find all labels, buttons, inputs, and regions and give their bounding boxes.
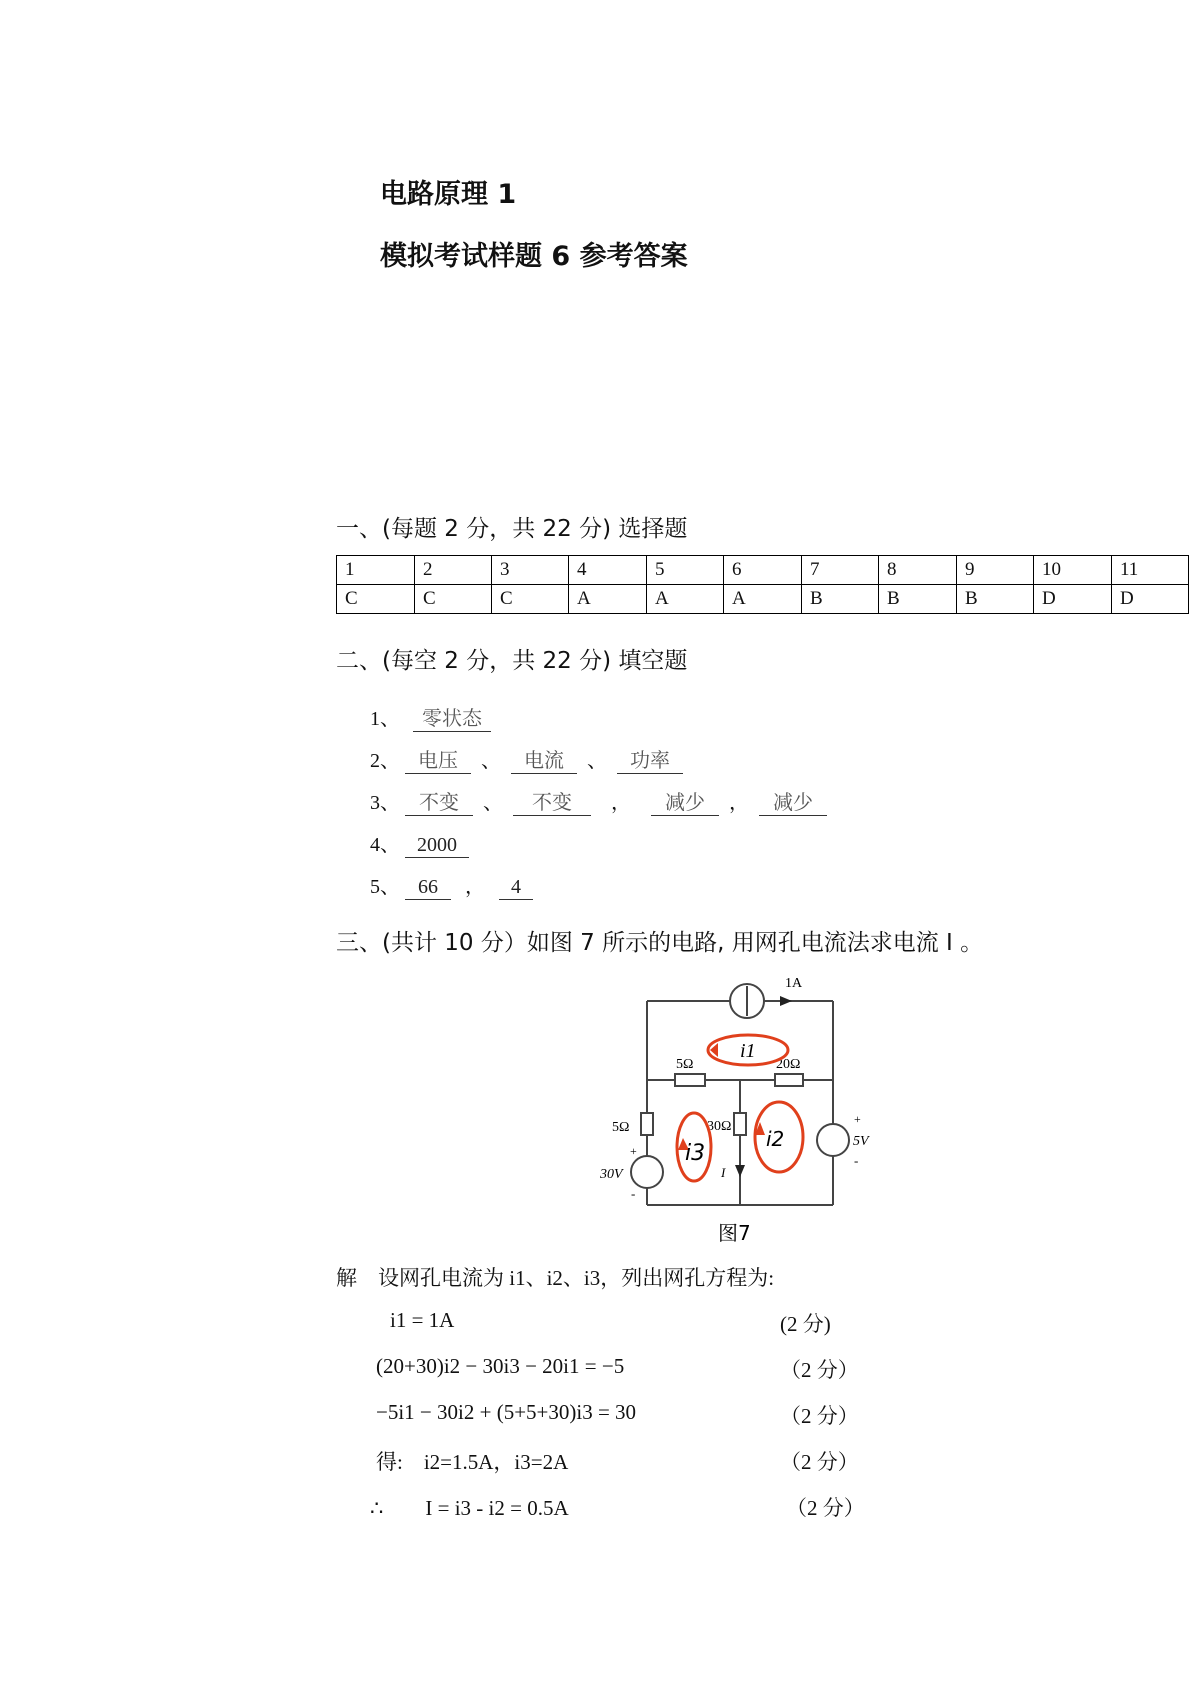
title-line-1: 电路原理 1	[380, 179, 517, 210]
label-v-left: 30V	[600, 1167, 623, 1182]
resistor-icon	[734, 1113, 746, 1135]
fill-blank: 不变	[513, 786, 591, 816]
fill-item-2: 2、 电压 、 电流 、 功率	[370, 744, 683, 774]
equation-5: ∴ I = i3 - i2 = 0.5A	[370, 1496, 569, 1520]
label-v-right: 5V	[853, 1134, 869, 1149]
fill-blank: 66	[405, 876, 451, 900]
equation-2: (20+30)i2 − 30i3 − 20i1 = −5	[376, 1354, 625, 1378]
label-plus: +	[630, 1144, 637, 1158]
resistor-icon	[675, 1074, 705, 1086]
equation-4: 得: i2=1.5A，i3=2A	[376, 1450, 569, 1474]
table-cell-answer: C	[415, 585, 492, 614]
table-cell-num: 6	[724, 556, 802, 585]
table-cell-answer: D	[1112, 585, 1189, 614]
resistor-icon	[641, 1113, 653, 1135]
fill-item-number: 1、	[370, 708, 400, 730]
label-minus: -	[854, 1153, 859, 1168]
fill-blank: 减少	[651, 786, 719, 816]
equation-5-score: （2 分）	[786, 1496, 865, 1520]
label-r-top-left: 5Ω	[676, 1057, 694, 1072]
equation-3-score: （2 分）	[780, 1404, 859, 1428]
voltage-source-icon	[631, 1156, 663, 1188]
table-cell-num: 8	[879, 556, 957, 585]
equation-3: −5i1 − 30i2 + (5+5+30)i3 = 30	[376, 1400, 637, 1424]
circuit-diagram	[590, 965, 880, 1250]
fill-item-number: 2、	[370, 750, 400, 772]
label-mesh1: i1	[740, 1040, 756, 1062]
table-cell-num: 7	[802, 556, 879, 585]
answer-table-answers	[337, 585, 1189, 614]
table-cell-num: 10	[1034, 556, 1112, 585]
label-current: I	[721, 1165, 726, 1180]
voltage-source-icon	[817, 1124, 849, 1156]
fill-item-5: 5、 66 ， 4	[370, 870, 533, 900]
label-minus: -	[631, 1186, 636, 1201]
table-cell-answer: A	[724, 585, 802, 614]
label-mesh3: i3	[685, 1141, 706, 1166]
fill-item-number: 3、	[370, 792, 400, 814]
fill-item-3: 3、 不变 、 不变 ， 减少 ， 减少	[370, 786, 827, 816]
equation-4-score: （2 分）	[780, 1450, 859, 1474]
fill-item-4	[370, 828, 469, 858]
table-cell-answer: C	[492, 585, 569, 614]
figure-caption: 图7	[718, 1221, 751, 1245]
answer-table-numbers	[337, 556, 1189, 585]
fill-blank: 电流	[511, 744, 577, 774]
equation-1-score: (2 分)	[780, 1312, 831, 1336]
table-cell-num: 11	[1112, 556, 1189, 585]
table-cell-answer: C	[337, 585, 415, 614]
fill-blank: 零状态	[413, 702, 491, 732]
fill-blank: 不变	[405, 786, 473, 816]
fill-item-1	[370, 702, 491, 732]
section2-heading: 二、(每空 2 分，共 22 分) 填空题	[336, 648, 688, 674]
answer-table	[336, 555, 1189, 614]
table-cell-answer: A	[647, 585, 724, 614]
arrow-down-icon	[735, 1165, 745, 1177]
table-cell-answer: B	[957, 585, 1034, 614]
table-cell-num: 5	[647, 556, 724, 585]
label-plus: +	[854, 1112, 861, 1126]
fill-blank: 4	[499, 876, 533, 900]
fill-item-number: 4、	[370, 834, 400, 856]
fill-blank: 2000	[405, 834, 469, 858]
solution-intro: 解 设网孔电流为 i1、i2、i3，列出网孔方程为:	[336, 1266, 775, 1290]
label-src-top: 1A	[785, 976, 803, 991]
label-r-mid: 30Ω	[707, 1119, 732, 1134]
table-cell-answer: D	[1034, 585, 1112, 614]
table-cell-answer: B	[879, 585, 957, 614]
label-mesh2: i2	[766, 1127, 785, 1151]
table-cell-num: 9	[957, 556, 1034, 585]
section3-heading: 三、(共计 10 分）如图 7 所示的电路, 用网孔电流法求电流 I 。	[336, 930, 984, 956]
equation-1: i1 = 1A	[390, 1308, 455, 1332]
label-r-left: 5Ω	[612, 1120, 630, 1135]
fill-blank: 功率	[617, 744, 683, 774]
fill-blank: 减少	[759, 786, 827, 816]
table-cell-answer: B	[802, 585, 879, 614]
table-cell-num: 1	[337, 556, 415, 585]
table-cell-num: 3	[492, 556, 569, 585]
resistor-icon	[775, 1074, 803, 1086]
table-cell-num: 2	[415, 556, 492, 585]
table-cell-answer: A	[569, 585, 647, 614]
equation-2-score: （2 分）	[780, 1358, 859, 1382]
table-cell-num: 4	[569, 556, 647, 585]
fill-blank: 电压	[405, 744, 471, 774]
section1-heading: 一、(每题 2 分，共 22 分) 选择题	[336, 516, 688, 542]
label-r-top-right: 20Ω	[776, 1057, 801, 1072]
fill-item-number: 5、	[370, 876, 400, 898]
title-line-2: 模拟考试样题 6 参考答案	[380, 241, 688, 272]
